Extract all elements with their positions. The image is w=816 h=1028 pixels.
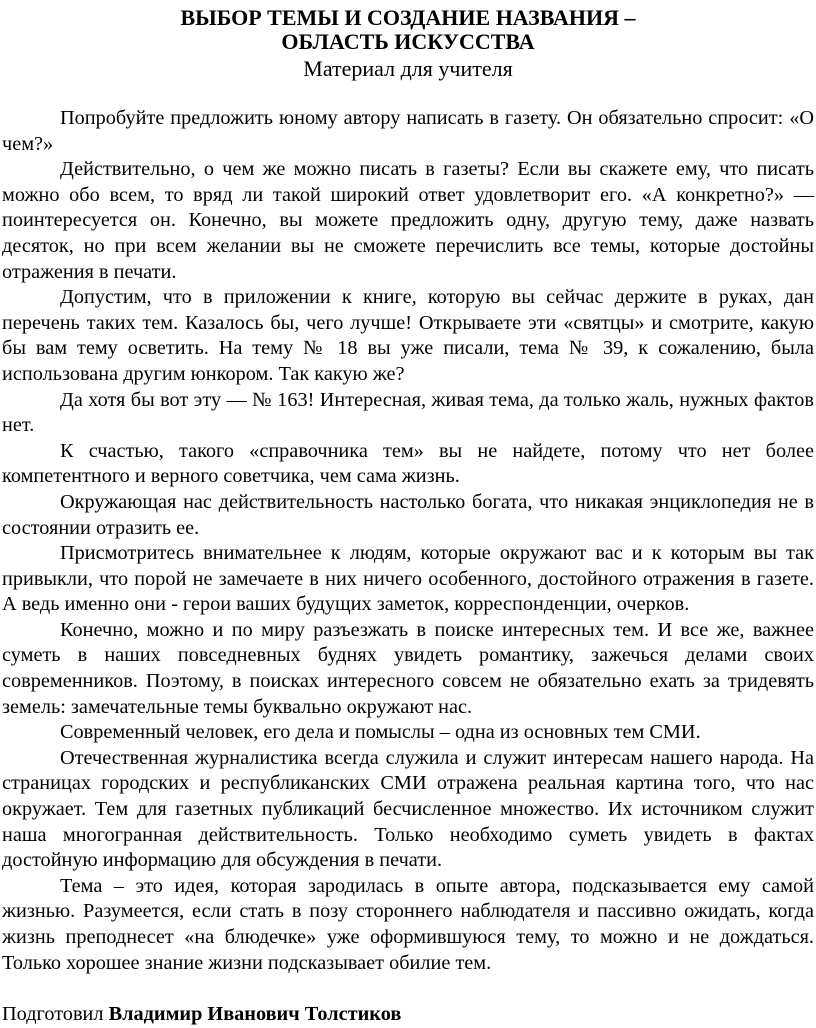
paragraph: Тема – это идея, которая зародилась в опыте автора, подсказывается ему самой жизнью. Разумеется, если стать в позу стороннего наблюдателя и пассивно ожидать, когда жизнь преподнесет «на блюдечке» уже оформившуюся тему, то можно и не дождаться. Только хорошее знание жизни подсказывает обилие тем. [2,874,814,974]
paragraph: Допустим, что в приложении к книге, которую вы сейчас держите в руках, дан перечень таких тем. Казалось бы, чего лучше! Открываете эти «святцы» и смотрите, какую бы вам тему осветить. На тему № 18 вы уже писали, тема № 39, к сожалению, была использована другим юнкором. Так какую же? [2,286,814,385]
document-title [2,6,814,54]
author-signature [2,1002,814,1028]
author-name: Владимир Иванович Толстиков [108,1003,402,1026]
paragraph: Присмотритесь внимательнее к людям, которые окружают вас и к которым вы так привыкли, что порой не замечаете в них ничего особенного, достойного отражения в газете. А ведь именно они - герои ваших будущих заметок, корреспонденции, очерков. [2,542,814,616]
paragraph: Попробуйте предложить юному автору написать в газету. Он обязательно спросит: «О чем?» [2,107,814,155]
document-subtitle: Материал для учителя [303,56,513,81]
paragraph: Окружающая нас действительность настолько богата, что никакая энциклопедия не в состоянии отразить ее. [2,490,814,539]
paragraph: Да хотя бы вот эту — № 163! Интересная, живая тема, да только жаль, нужных фактов нет. [2,388,814,437]
title-line-1: ВЫБОР ТЕМЫ И СОЗДАНИЕ НАЗВАНИЯ – [180,5,636,30]
title-line-2: ОБЛАСТЬ ИСКУССТВА [281,29,535,54]
paragraph: Действительно, о чем же можно писать в газеты? Если вы скажете ему, что писать можно обо всем, то вряд ли такой широкий ответ удовлетворит его. «А конкретно?» — поинтересуется он. Конечно, вы можете предложить одну, другую тему, даже назвать десяток, но при всем желании вы не сможете перечислить все темы, которые достойны отражения в печати. [2,158,814,283]
paragraph: Современный человек, его дела и помыслы – одна из основных тем СМИ. [60,721,701,744]
paragraph: Отечественная журналистика всегда служила и служит интересам нашего народа. На страницах городских и республиканских СМИ отражена реальная картина того, что нас окружает. Тем для газетных публикаций бесчисленное множество. Их источником служит наша многогранная действительность. Только необходимо суметь увидеть в фактах достойную информацию для обсуждения в печати. [2,746,814,872]
document-body [2,106,814,976]
signature-prefix: Подготовил [2,1003,109,1026]
paragraph: К счастью, такого «справочника тем» вы не найдете, потому что нет более компетентного и верного советчика, чем сама жизнь. [2,439,814,488]
paragraph: Конечно, можно и по миру разъезжать в поиске интересных тем. И все же, важнее суметь в наших повседневных буднях увидеть романтику, зажечься делами своих современников. Поэтому, в поисках интересного совсем не обязательно ехать за тридевять земель: замечательные темы буквально окружают нас. [2,618,814,718]
